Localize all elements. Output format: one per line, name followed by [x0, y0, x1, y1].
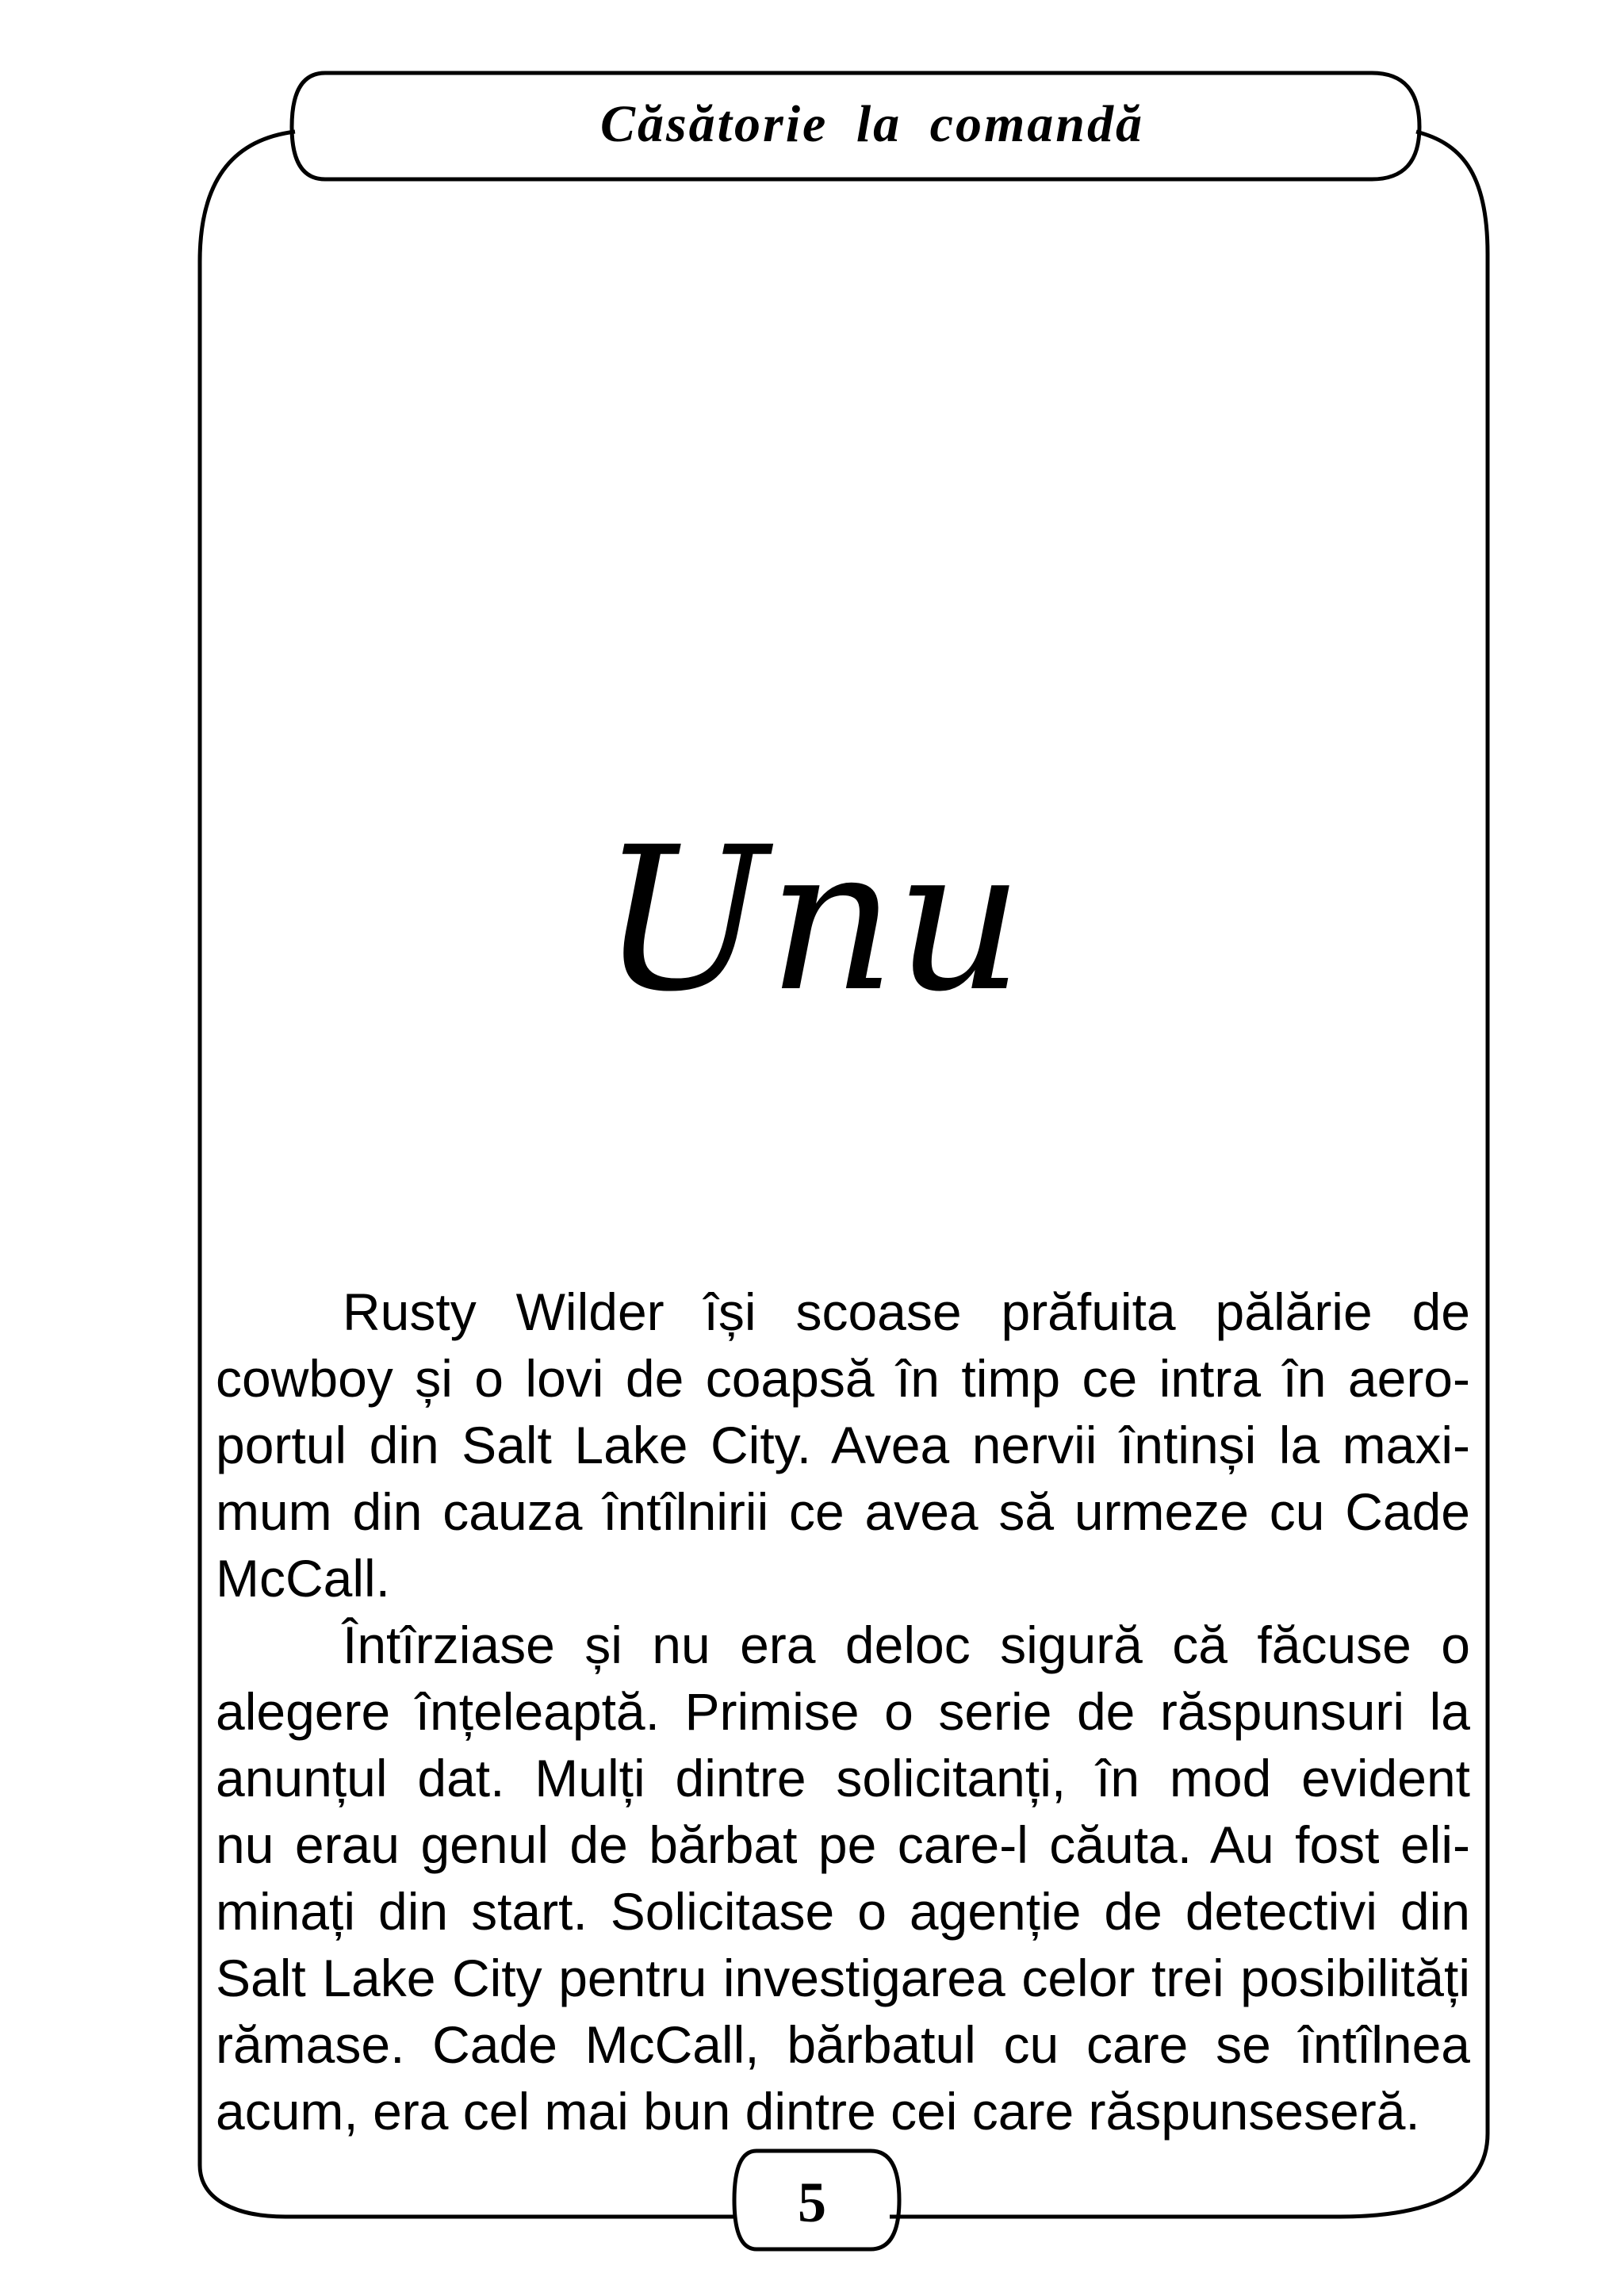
text-line: cowboy și o lovi de coapsă în timp ce intra în aero- [216, 1349, 1470, 1408]
text-line: Rusty Wilder își scoase prăfuita pălărie de [343, 1282, 1470, 1341]
text-line: anunțul dat. Mulți dintre solicitanți, în mod evident [216, 1749, 1470, 1807]
text-line: alegere înțeleaptă. Primise o serie de răspunsuri la [216, 1682, 1470, 1741]
text-line: acum, era cel mai bun dintre cei care răspunseseră. [216, 2082, 1420, 2141]
page-number: 5 [798, 2171, 826, 2234]
text-line: Întîrziase și nu era deloc sigură că făcuse o [343, 1616, 1470, 1674]
running-header-title: Căsătorie la comandă [599, 95, 1145, 153]
text-line: McCall. [216, 1549, 391, 1608]
chapter-title: Unu [600, 804, 1024, 1035]
text-line: nu erau genul de bărbat pe care-l căuta. Au fost eli- [216, 1815, 1470, 1874]
text-line: portul din Salt Lake City. Avea nervii întinși la maxi- [216, 1416, 1470, 1474]
text-line: mum din cauza întîlnirii ce avea să urmeze cu Cade [216, 1482, 1470, 1541]
text-line: minați din start. Solicitase o agenție de detectivi din [216, 1882, 1470, 1941]
body-text [216, 1278, 1470, 2145]
text-line: rămase. Cade McCall, bărbatul cu care se întîlnea [216, 2015, 1470, 2074]
text-line: Salt Lake City pentru investigarea celor trei posibilități [216, 1949, 1470, 2007]
